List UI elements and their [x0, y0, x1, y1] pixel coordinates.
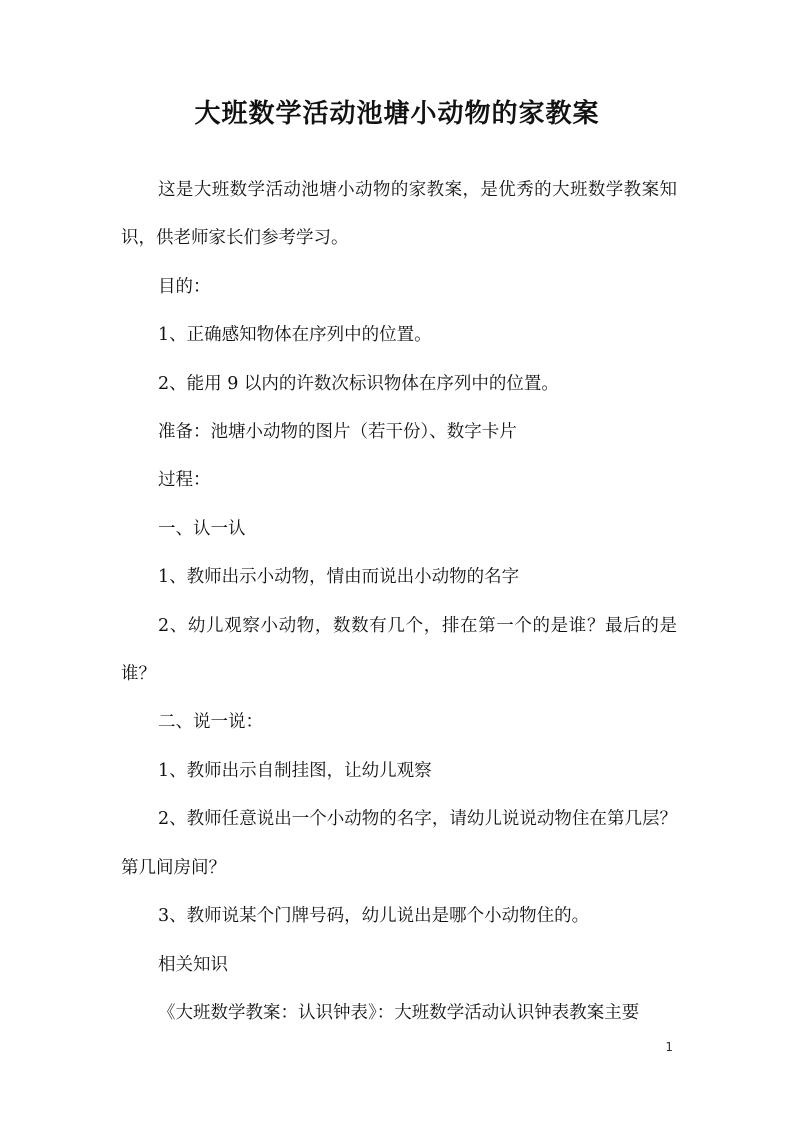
paragraph-process-heading: 过程：	[158, 470, 211, 491]
paragraph-section-1-heading: 一、认一认	[158, 518, 246, 539]
paragraph-preparation: 准备：池塘小动物的图片（若干份）、数字卡片	[158, 422, 517, 443]
paragraph-related-text: 《大班数学教案：认识钟表》：大班数学活动认识钟表教案主要	[158, 1002, 640, 1023]
paragraph-section-2-step-1: 1、教师出示自制挂图，让幼儿观察	[158, 760, 432, 781]
paragraph-section-2-heading: 二、说一说：	[158, 712, 263, 733]
paragraph-purpose-2: 2、能用 9 以内的许数次标识物体在序列中的位置。	[158, 373, 559, 394]
paragraph-section-1-step-2: 2、幼儿观察小动物，数数有几个，排在第一个的是谁？最后的是谁？	[121, 615, 677, 685]
paragraph-section-2-step-3: 3、教师说某个门牌号码，幼儿说出是哪个小动物住的。	[158, 906, 590, 927]
page-number: 1	[665, 1040, 673, 1054]
document-body	[121, 166, 677, 1037]
paragraph-related-heading: 相关知识	[158, 954, 228, 975]
document-title: 大班数学活动池塘小动物的家教案	[194, 99, 600, 129]
paragraph-section-1-step-1: 1、教师出示小动物，情由而说出小动物的名字	[158, 567, 520, 588]
paragraph-purpose-1: 1、正确感知物体在序列中的位置。	[158, 325, 432, 346]
paragraph-section-2-step-2: 2、教师任意说出一个小动物的名字，请幼儿说说动物住在第几层？第几间房间？	[121, 809, 677, 878]
paragraph-intro: 这是大班数学活动池塘小动物的家教案，是优秀的大班数学教案知识，供老师家长们参考学习。	[121, 180, 677, 249]
paragraph-purpose-heading: 目的：	[158, 276, 211, 297]
